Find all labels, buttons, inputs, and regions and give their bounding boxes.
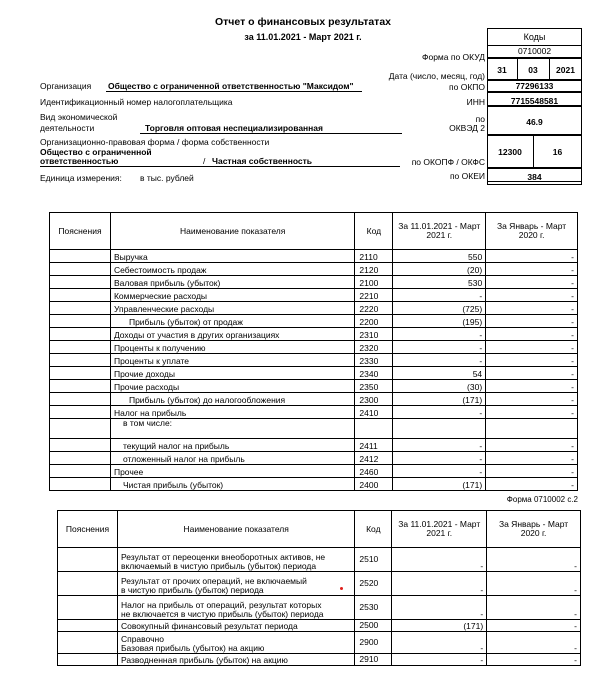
red-mark	[340, 587, 343, 590]
table-row	[50, 263, 578, 276]
cell-name-line-2: не включается в чистую прибыль (убыток) периода	[120, 609, 324, 619]
cell-current: (195)	[393, 315, 486, 328]
table-row	[50, 367, 578, 380]
cell-name: Коммерческие расходы	[110, 289, 354, 302]
cell-name-line-2: Базовая прибыль (убыток) на акцию	[120, 643, 265, 653]
form-ref: Форма 0710002 с.2	[506, 495, 578, 504]
cell-current: (20)	[393, 263, 486, 276]
cell-code: 2900	[355, 632, 392, 654]
cell-code: 2412	[355, 452, 393, 465]
header-notes: Пояснения	[50, 213, 111, 250]
cell-name: Выручка	[110, 250, 354, 263]
cell-name	[117, 620, 354, 632]
cell-code: 2350	[355, 380, 393, 393]
okfs-value: 16	[552, 147, 563, 157]
report-period: за 11.01.2021 - Март 2021 г.	[244, 32, 362, 42]
cell-previous: -	[486, 263, 578, 276]
cell-notes	[50, 263, 111, 276]
activity-value: Торговля оптовая неспециализированная	[145, 123, 323, 133]
cell-code: 2530	[355, 596, 392, 620]
cell-name-line-1: Налог на прибыль от операций, результат которых	[120, 600, 322, 610]
cell-notes	[50, 250, 111, 263]
cell-notes	[50, 419, 111, 439]
cell-previous	[486, 419, 578, 439]
cell-code	[355, 419, 393, 439]
cell-previous: -	[486, 302, 578, 315]
cell-code: 2110	[355, 250, 393, 263]
cell-current: (725)	[393, 302, 486, 315]
cell-code: 2310	[355, 328, 393, 341]
cell-previous: -	[486, 354, 578, 367]
cell-previous: -	[487, 632, 581, 654]
header-current: За 11.01.2021 - Март 2021 г.	[393, 213, 486, 250]
org-label: Организация	[40, 81, 92, 91]
cell-code: 2120	[355, 263, 393, 276]
okpo-label: по ОКПО	[449, 82, 485, 92]
cell-name-line-1: Справочно	[120, 634, 164, 644]
legal-form-slash: /	[203, 156, 206, 166]
cell-current: (171)	[393, 393, 486, 406]
okud-code: 0710002	[517, 46, 552, 56]
comprehensive-table	[57, 510, 581, 666]
date-label: Дата (число, месяц, год)	[388, 71, 485, 81]
table-row	[50, 439, 578, 452]
cell-name-line-2: в чистую прибыль (убыток) периода	[120, 585, 264, 595]
date-year: 2021	[556, 65, 575, 75]
cell-previous: -	[487, 654, 581, 666]
cell-name	[117, 572, 354, 596]
legal-form-underline	[40, 166, 400, 167]
cell-current: -	[392, 548, 487, 572]
cell-name-line-1: Результат от переоценки внеоборотных активов, не	[120, 552, 326, 562]
table-row	[50, 250, 578, 263]
cell-code: 2411	[355, 439, 393, 452]
cell-previous: -	[486, 328, 578, 341]
cell-notes	[50, 380, 111, 393]
codes-label: Коды	[523, 32, 546, 42]
table2-row	[58, 620, 581, 632]
cell-previous: -	[486, 289, 578, 302]
header2-name: Наименование показателя	[117, 511, 354, 548]
cell-name: Прочее	[110, 465, 354, 478]
cell-code: 2300	[355, 393, 393, 406]
table-row	[50, 419, 578, 439]
cell-notes	[50, 276, 111, 289]
cell-notes	[58, 596, 118, 620]
cell-code: 2330	[355, 354, 393, 367]
cell-code: 2220	[355, 302, 393, 315]
cell-current: (30)	[393, 380, 486, 393]
table-row	[50, 465, 578, 478]
cell-code: 2500	[355, 620, 392, 632]
cell-name	[117, 632, 354, 654]
cell-code: 2340	[355, 367, 393, 380]
table-row	[50, 354, 578, 367]
cell-notes	[50, 289, 111, 302]
table-row	[50, 406, 578, 419]
cell-current: -	[392, 572, 487, 596]
cell-name-line-1: Совокупный финансовый результат периода	[120, 621, 298, 631]
cell-current: 530	[393, 276, 486, 289]
cell-previous: -	[487, 572, 581, 596]
cell-name	[117, 654, 354, 666]
cell-name: Прочие расходы	[110, 380, 354, 393]
cell-previous: -	[486, 276, 578, 289]
okpo-value: 77296133	[515, 81, 554, 91]
cell-previous: -	[486, 439, 578, 452]
okud-label: Форма по ОКУД	[422, 52, 485, 62]
cell-name: Прочие доходы	[110, 367, 354, 380]
cell-current: -	[392, 596, 487, 620]
table-row	[50, 393, 578, 406]
org-underline	[106, 91, 362, 92]
cell-name: Проценты к уплате	[110, 354, 354, 367]
cell-notes	[50, 478, 111, 491]
cell-notes	[50, 354, 111, 367]
table-row	[50, 328, 578, 341]
cell-code: 2460	[355, 465, 393, 478]
cell-name: Чистая прибыль (убыток)	[110, 478, 354, 491]
cell-notes	[50, 367, 111, 380]
cell-code: 2400	[355, 478, 393, 491]
cell-code: 2410	[355, 406, 393, 419]
inn-label-full: Идентификационный номер налогоплательщика	[40, 97, 233, 107]
header2-previous: За Январь - Март 2020 г.	[487, 511, 581, 548]
cell-previous: -	[487, 596, 581, 620]
cell-notes	[50, 406, 111, 419]
header-name: Наименование показателя	[110, 213, 354, 250]
activity-label-2: деятельности	[40, 123, 95, 133]
legal-form-1: Общество с ограниченной	[40, 147, 152, 157]
table2-row	[58, 632, 581, 654]
cell-name: в том числе:	[110, 419, 354, 439]
cell-previous: -	[486, 367, 578, 380]
cell-previous: -	[486, 315, 578, 328]
legal-form-label: Организационно-правовая форма / форма собственности	[40, 137, 270, 147]
table2-row	[58, 596, 581, 620]
cell-name: Управленческие расходы	[110, 302, 354, 315]
cell-previous: -	[486, 406, 578, 419]
table-row	[50, 380, 578, 393]
cell-current: -	[393, 452, 486, 465]
okved-label-2: ОКВЭД 2	[449, 123, 485, 133]
income-table	[49, 212, 578, 491]
date-day: 31	[497, 65, 507, 75]
report-title: Отчет о финансовых результатах	[214, 16, 391, 28]
cell-notes	[50, 315, 111, 328]
cell-notes	[50, 439, 111, 452]
table2-row	[58, 548, 581, 572]
cell-current: (171)	[393, 478, 486, 491]
activity-label-1: Вид экономической	[40, 112, 118, 122]
cell-current: -	[393, 341, 486, 354]
cell-name-line-1: Разводненная прибыль (убыток) на акцию	[120, 655, 288, 665]
cell-name: текущий налог на прибыль	[110, 439, 354, 452]
cell-name: Прибыль (убыток) до налогообложения	[110, 393, 354, 406]
table2-header-row	[58, 511, 581, 548]
cell-current: -	[393, 465, 486, 478]
cell-name	[117, 548, 354, 572]
cell-notes	[58, 632, 118, 654]
cell-name-line-2: включаемый в чистую прибыль (убыток) периода	[120, 561, 317, 571]
legal-form-2: ответственностью	[40, 156, 119, 166]
okei-value: 384	[527, 172, 542, 182]
cell-current: -	[393, 406, 486, 419]
cell-name: Себестоимость продаж	[110, 263, 354, 276]
header2-current: За 11.01.2021 - Март 2021 г.	[392, 511, 487, 548]
okopf-value: 12300	[498, 147, 522, 157]
table-header-row	[50, 213, 578, 250]
cell-name: Прибыль (убыток) от продаж	[110, 315, 354, 328]
okopf-label: по ОКОПФ / ОКФС	[411, 157, 485, 167]
cell-previous: -	[487, 548, 581, 572]
date-month: 03	[528, 65, 538, 75]
cell-notes	[50, 393, 111, 406]
header2-notes: Пояснения	[58, 511, 118, 548]
cell-notes	[58, 620, 118, 632]
cell-notes	[58, 572, 118, 596]
table-row	[50, 276, 578, 289]
cell-previous: -	[487, 620, 581, 632]
cell-previous: -	[486, 465, 578, 478]
cell-name: Проценты к получению	[110, 341, 354, 354]
cell-current: 550	[393, 250, 486, 263]
header-code: Код	[355, 213, 393, 250]
inn-value: 7715548581	[510, 96, 559, 106]
cell-name: отложенный налог на прибыль	[110, 452, 354, 465]
cell-code: 2510	[355, 548, 392, 572]
cell-current	[393, 419, 486, 439]
cell-previous: -	[486, 380, 578, 393]
header-previous: За Январь - Март 2020 г.	[486, 213, 578, 250]
table-row	[50, 478, 578, 491]
table-row	[50, 452, 578, 465]
cell-name	[117, 596, 354, 620]
table-row	[50, 315, 578, 328]
cell-name: Доходы от участия в других организациях	[110, 328, 354, 341]
cell-notes	[50, 341, 111, 354]
unit-label: Единица измерения:	[40, 173, 122, 183]
cell-code: 2200	[355, 315, 393, 328]
header2-code: Код	[355, 511, 392, 548]
activity-underline	[140, 133, 402, 134]
unit-value: в тыс. рублей	[140, 173, 194, 183]
cell-notes	[58, 654, 118, 666]
cell-previous: -	[486, 250, 578, 263]
cell-previous: -	[486, 478, 578, 491]
cell-previous: -	[486, 393, 578, 406]
cell-code: 2100	[355, 276, 393, 289]
table2-row	[58, 654, 581, 666]
ownership-value: Частная собственность	[212, 156, 313, 166]
cell-name-line-1: Результат от прочих операций, не включаемый	[120, 576, 307, 586]
okei-label: по ОКЕИ	[449, 171, 485, 181]
org-name: Общество с ограниченной ответственностью "Максидом"	[108, 81, 354, 91]
table-row	[50, 289, 578, 302]
cell-notes	[50, 302, 111, 315]
cell-notes	[50, 452, 111, 465]
cell-notes	[58, 548, 118, 572]
cell-notes	[50, 328, 111, 341]
cell-code: 2320	[355, 341, 393, 354]
cell-name: Налог на прибыль	[110, 406, 354, 419]
cell-current: (171)	[392, 620, 487, 632]
cell-code: 2210	[355, 289, 393, 302]
cell-current: -	[393, 354, 486, 367]
cell-current: -	[393, 328, 486, 341]
cell-current: -	[393, 289, 486, 302]
cell-notes	[50, 465, 111, 478]
table-row	[50, 341, 578, 354]
cell-current: 54	[393, 367, 486, 380]
cell-previous: -	[486, 341, 578, 354]
inn-label: ИНН	[466, 97, 485, 107]
cell-code: 2520	[355, 572, 392, 596]
cell-previous: -	[486, 452, 578, 465]
cell-name: Валовая прибыль (убыток)	[110, 276, 354, 289]
table2-row	[58, 572, 581, 596]
cell-code: 2910	[355, 654, 392, 666]
cell-current: -	[392, 632, 487, 654]
cell-current: -	[393, 439, 486, 452]
okved-value: 46.9	[526, 117, 543, 127]
cell-current: -	[392, 654, 487, 666]
okved-label-1: по	[475, 114, 485, 124]
table-row	[50, 302, 578, 315]
